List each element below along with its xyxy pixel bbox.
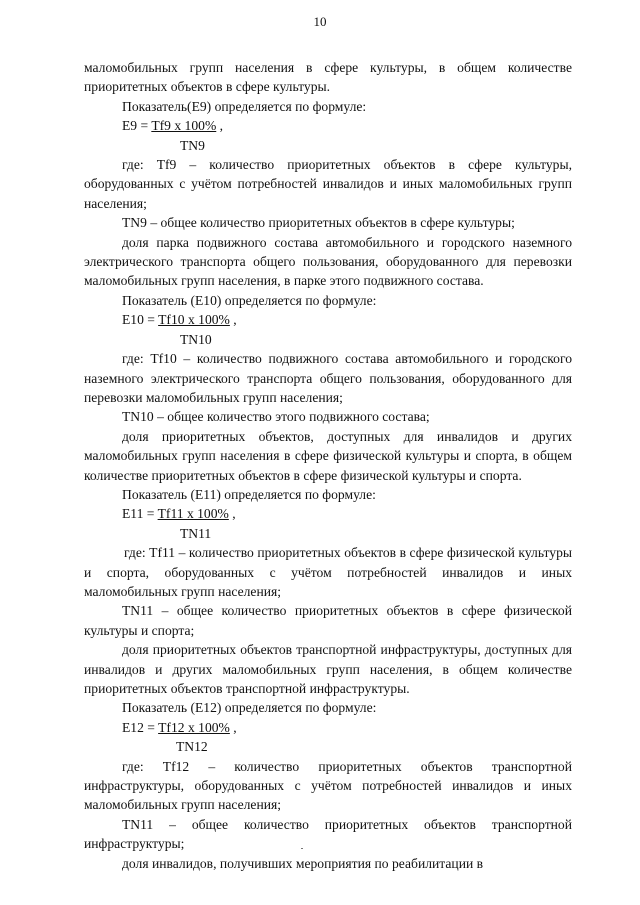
formula-numerator-line	[84, 504, 572, 523]
paragraph: Показатель (E11) определяется по формуле:	[122, 486, 376, 502]
paragraph: TN10 – общее количество этого подвижного состава;	[122, 409, 430, 425]
paragraph: где: Tf9 – количество приоритетных объектов в сфере культуры, оборудованных с учётом потребностей инвалидов и иных маломобильных групп населения;	[84, 157, 572, 211]
formula-numerator-line	[84, 310, 572, 329]
paragraph: TN11 – общее количество приоритетных объектов транспортной инфраструктуры;	[84, 816, 572, 852]
formula-tail: ,	[229, 312, 237, 328]
formula-tail: ,	[228, 506, 236, 522]
formula-lhs: E9 =	[122, 118, 152, 134]
formula-numerator: Tf10 x 100%	[158, 312, 230, 328]
paragraph: Показатель(E9) определяется по формуле:	[122, 98, 367, 114]
formula-numerator: Tf11 x 100%	[157, 506, 229, 522]
formula-numerator-line	[84, 116, 572, 135]
paragraph: маломобильных групп населения в сфере культуры, в общем количестве приоритетных объектов в сфере культуры.	[84, 60, 572, 95]
scan-speck	[301, 848, 303, 849]
formula-tail: ,	[216, 118, 224, 134]
formula-denominator: TN9	[180, 137, 205, 153]
paragraph: где: Tf10 – количество подвижного состава автомобильного и городского наземного электрического транспорта общего пользования, оборудованного для перевозки маломобильных групп населения;	[84, 351, 572, 405]
page-number: 10	[313, 14, 327, 29]
formula-lhs: E11 =	[122, 506, 158, 522]
paragraph: Показатель (E10) определяется по формуле:	[122, 292, 377, 308]
paragraph: TN9 – общее количество приоритетных объектов в сфере культуры;	[122, 215, 515, 231]
paragraph: доля приоритетных объектов, доступных для инвалидов и других маломобильных групп населения в сфере физической культуры и спорта, в общем количестве приоритетных объектов в сфере физической культуры и спорта.	[84, 428, 572, 483]
formula-numerator-line	[84, 718, 572, 737]
document-body	[84, 58, 572, 873]
formula-numerator: Tf12 x 100%	[158, 719, 230, 735]
paragraph: доля инвалидов, получивших мероприятия по реабилитации в	[122, 855, 484, 871]
formula-denominator: TN10	[180, 331, 212, 347]
paragraph: где: Tf12 – количество приоритетных объектов транспортной инфраструктуры, оборудованных с учётом потребностей инвалидов и иных маломобильных групп населения;	[84, 758, 572, 813]
paragraph: доля парка подвижного состава автомобильного и городского наземного электрического транспорта общего пользования, оборудованного для перевозки маломобильных групп населения, в парке этого подвижного состава.	[84, 234, 572, 289]
formula-numerator: Tf9 x 100%	[151, 118, 217, 134]
paragraph: Показатель (E12) определяется по формуле:	[122, 700, 377, 716]
formula-tail: ,	[229, 719, 237, 735]
paragraph: доля приоритетных объектов транспортной инфраструктуры, доступных для инвалидов и других маломобильных групп населения, в общем количестве приоритетных объектов транспортной инфраструктуры.	[84, 642, 572, 696]
formula-lhs: E12 =	[122, 719, 159, 735]
paragraph: TN11 – общее количество приоритетных объектов в сфере физической культуры и спорта;	[84, 603, 572, 638]
formula-denominator: TN12	[176, 739, 208, 755]
formula-lhs: E10 =	[122, 312, 159, 328]
paragraph: где: Tf11 – количество приоритетных объектов в сфере физической культуры и спорта, оборудованных с учётом потребностей инвалидов и иных маломобильных групп населения;	[84, 545, 572, 599]
formula-denominator: TN11	[180, 525, 212, 541]
